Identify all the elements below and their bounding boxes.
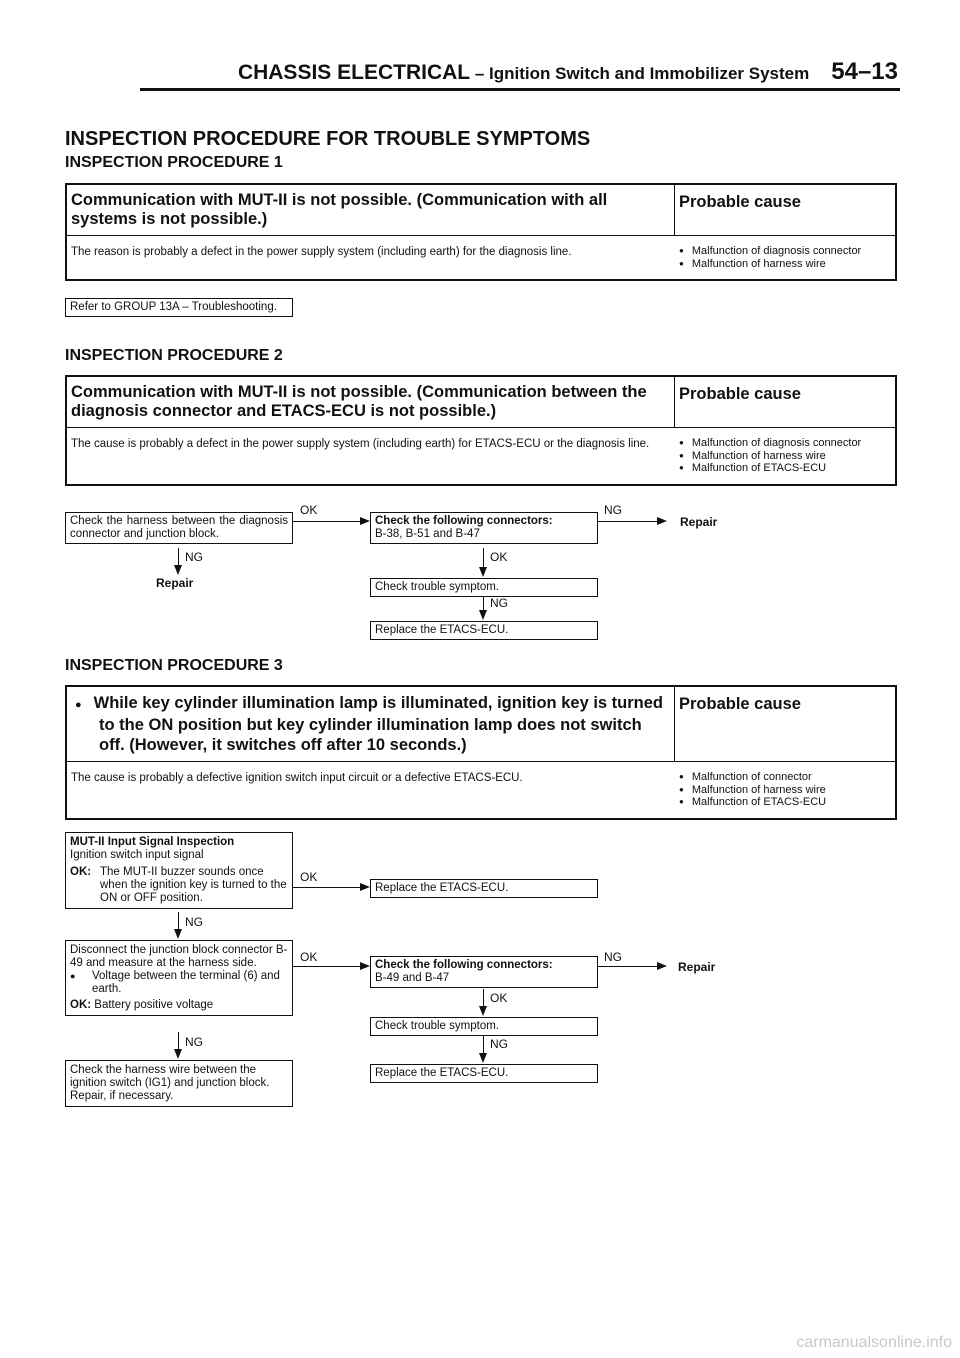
flow-step-check-harness: Check the harness between the diagnosis connector and junction block.	[65, 512, 293, 544]
step-bullet: Voltage between the terminal (6) and earth.	[92, 970, 280, 995]
arrow-line	[483, 548, 484, 568]
step-sub: Ignition switch input signal	[70, 849, 204, 861]
ok-criteria-label: OK:	[70, 999, 92, 1011]
chapter-title: CHASSIS ELECTRICAL	[237, 61, 471, 84]
cause-item: ● Malfunction of harness wire	[679, 784, 891, 797]
step-title: Check the following connectors:	[375, 959, 553, 971]
ok-label: OK	[490, 550, 508, 564]
refer-box: Refer to GROUP 13A – Troubleshooting.	[65, 298, 293, 317]
ng-label: NG	[185, 550, 203, 564]
repair-label: Repair	[156, 576, 194, 590]
arrow-line	[293, 521, 361, 522]
arrow-line	[483, 597, 484, 611]
ng-label: NG	[185, 915, 203, 929]
flow-step-check-symptom: Check trouble symptom.	[370, 578, 598, 597]
header-dash: –	[470, 64, 490, 83]
section-title: Ignition Switch and Immobilizer System	[489, 64, 810, 83]
description: The cause is probably a defect in the power supply system (including earth) for ETACS-ECU or the diagnosis line.	[71, 438, 650, 450]
step-title: MUT-II Input Signal Inspection	[70, 836, 235, 848]
arrow-down-icon	[479, 610, 487, 620]
procedure-3-table: ● While key cylinder illumination lamp is illuminated, ignition key is turned to the ON position but key cylinder illumination lamp does not switch off. (However, it switches off after 10 seconds.) Probable cause The cause is probably a defective ignition switch input circuit or a defective ETACS-ECU. ● Malfunction of connector ● Malfunction of harness wire ● Malfunction of ETACS-ECU	[65, 685, 897, 820]
repair-label: Repair	[678, 960, 716, 974]
symptom: Communication with MUT-II is not possible. (Communication between the diagnosis connector and ETACS-ECU is not possible.)	[67, 377, 675, 427]
symptom: Communication with MUT-II is not possible. (Communication with all systems is not possible.)	[67, 185, 675, 235]
flow-step-check-symptom: Check trouble symptom.	[370, 1017, 598, 1036]
arrow-line	[598, 521, 658, 522]
probable-cause-header: Probable cause	[679, 695, 801, 713]
cause-item: ● Malfunction of harness wire	[679, 450, 891, 463]
description: The reason is probably a defect in the power supply system (including earth) for the diagnosis line.	[71, 246, 572, 258]
ok-criteria-label: OK:	[70, 866, 92, 878]
arrow-line	[483, 989, 484, 1007]
arrow-down-icon	[479, 1053, 487, 1063]
flow-step-measure-voltage: Disconnect the junction block connector B-49 and measure at the harness side. ● Voltage between the terminal (6) and earth. OK: Battery positive voltage	[65, 940, 293, 1016]
arrow-down-icon	[174, 929, 182, 939]
arrow-line	[178, 1032, 179, 1050]
arrow-down-icon	[479, 1006, 487, 1016]
arrow-down-icon	[174, 1049, 182, 1059]
procedure-1-heading: INSPECTION PROCEDURE 1	[65, 154, 283, 171]
watermark: carmanualsonline.info	[796, 1334, 952, 1351]
flow-step-check-connectors	[370, 956, 598, 988]
cause-item: ● Malfunction of diagnosis connector	[679, 245, 891, 258]
page-title: INSPECTION PROCEDURE FOR TROUBLE SYMPTOMS	[65, 128, 591, 150]
step-text: Disconnect the junction block connector B-49 and measure at the harness side.	[70, 944, 288, 969]
cause-item: ● Malfunction of connector	[679, 771, 891, 784]
repair-label: Repair	[680, 515, 718, 529]
flow-step-mut-inspection	[65, 832, 293, 909]
arrow-down-icon	[479, 567, 487, 577]
arrow-line	[483, 1036, 484, 1054]
flow-step-replace-ecu: Replace the ETACS-ECU.	[370, 1064, 598, 1083]
ng-label: NG	[490, 1037, 508, 1051]
symptom: While key cylinder illumination lamp is illuminated, ignition key is turned to the ON position but key cylinder illumination lamp does not switch off. (However, it switches off after 10 seconds.)	[93, 694, 664, 754]
arrow-right-icon	[360, 517, 370, 525]
arrow-down-icon	[174, 565, 182, 575]
procedure-2-heading: INSPECTION PROCEDURE 2	[65, 347, 283, 364]
arrow-right-icon	[657, 962, 667, 970]
ng-label: NG	[185, 1035, 203, 1049]
ng-label: NG	[604, 503, 622, 517]
ng-label: NG	[604, 950, 622, 964]
arrow-right-icon	[360, 962, 370, 970]
flow-step-check-harness-wire: Check the harness wire between the ignition switch (IG1) and junction block. Repair, if necessary.	[65, 1060, 293, 1107]
arrow-line	[178, 912, 179, 930]
arrow-right-icon	[657, 517, 667, 525]
cause-item: ● Malfunction of ETACS-ECU	[679, 462, 891, 475]
flow-step-replace-ecu: Replace the ETACS-ECU.	[370, 621, 598, 640]
procedure-1-table	[65, 183, 897, 281]
arrow-line	[598, 966, 658, 967]
page-header	[238, 58, 898, 86]
ng-label: NG	[490, 596, 508, 610]
ok-label: OK	[300, 950, 318, 964]
header-rule	[140, 88, 900, 91]
probable-cause-header: Probable cause	[679, 193, 801, 211]
cause-item: ● Malfunction of diagnosis connector	[679, 437, 891, 450]
step-body: B-49 and B-47	[375, 972, 450, 984]
ok-label: OK	[490, 991, 508, 1005]
arrow-right-icon	[360, 883, 370, 891]
flow-step-replace-ecu: Replace the ETACS-ECU.	[370, 879, 598, 898]
cause-item: ● Malfunction of ETACS-ECU	[679, 796, 891, 809]
ok-label: OK	[300, 870, 318, 884]
ok-criteria: Battery positive voltage	[94, 999, 214, 1011]
step-body: B-38, B-51 and B-47	[375, 528, 480, 540]
cause-item: ● Malfunction of harness wire	[679, 258, 891, 271]
arrow-line	[178, 548, 179, 566]
flow-step-check-connectors	[370, 512, 598, 544]
ok-criteria: The MUT-II buzzer sounds once when the ignition key is turned to the ON or OFF position.	[100, 866, 287, 904]
page-number: 54–13	[831, 58, 898, 85]
probable-cause-header: Probable cause	[679, 385, 801, 403]
arrow-line	[293, 887, 361, 888]
procedure-2-table	[65, 375, 897, 486]
step-title: Check the following connectors:	[375, 515, 553, 527]
description: The cause is probably a defective ignition switch input circuit or a defective ETACS-ECU.	[71, 772, 523, 784]
procedure-3-heading: INSPECTION PROCEDURE 3	[65, 657, 283, 674]
arrow-line	[293, 966, 361, 967]
ok-label: OK	[300, 503, 318, 517]
